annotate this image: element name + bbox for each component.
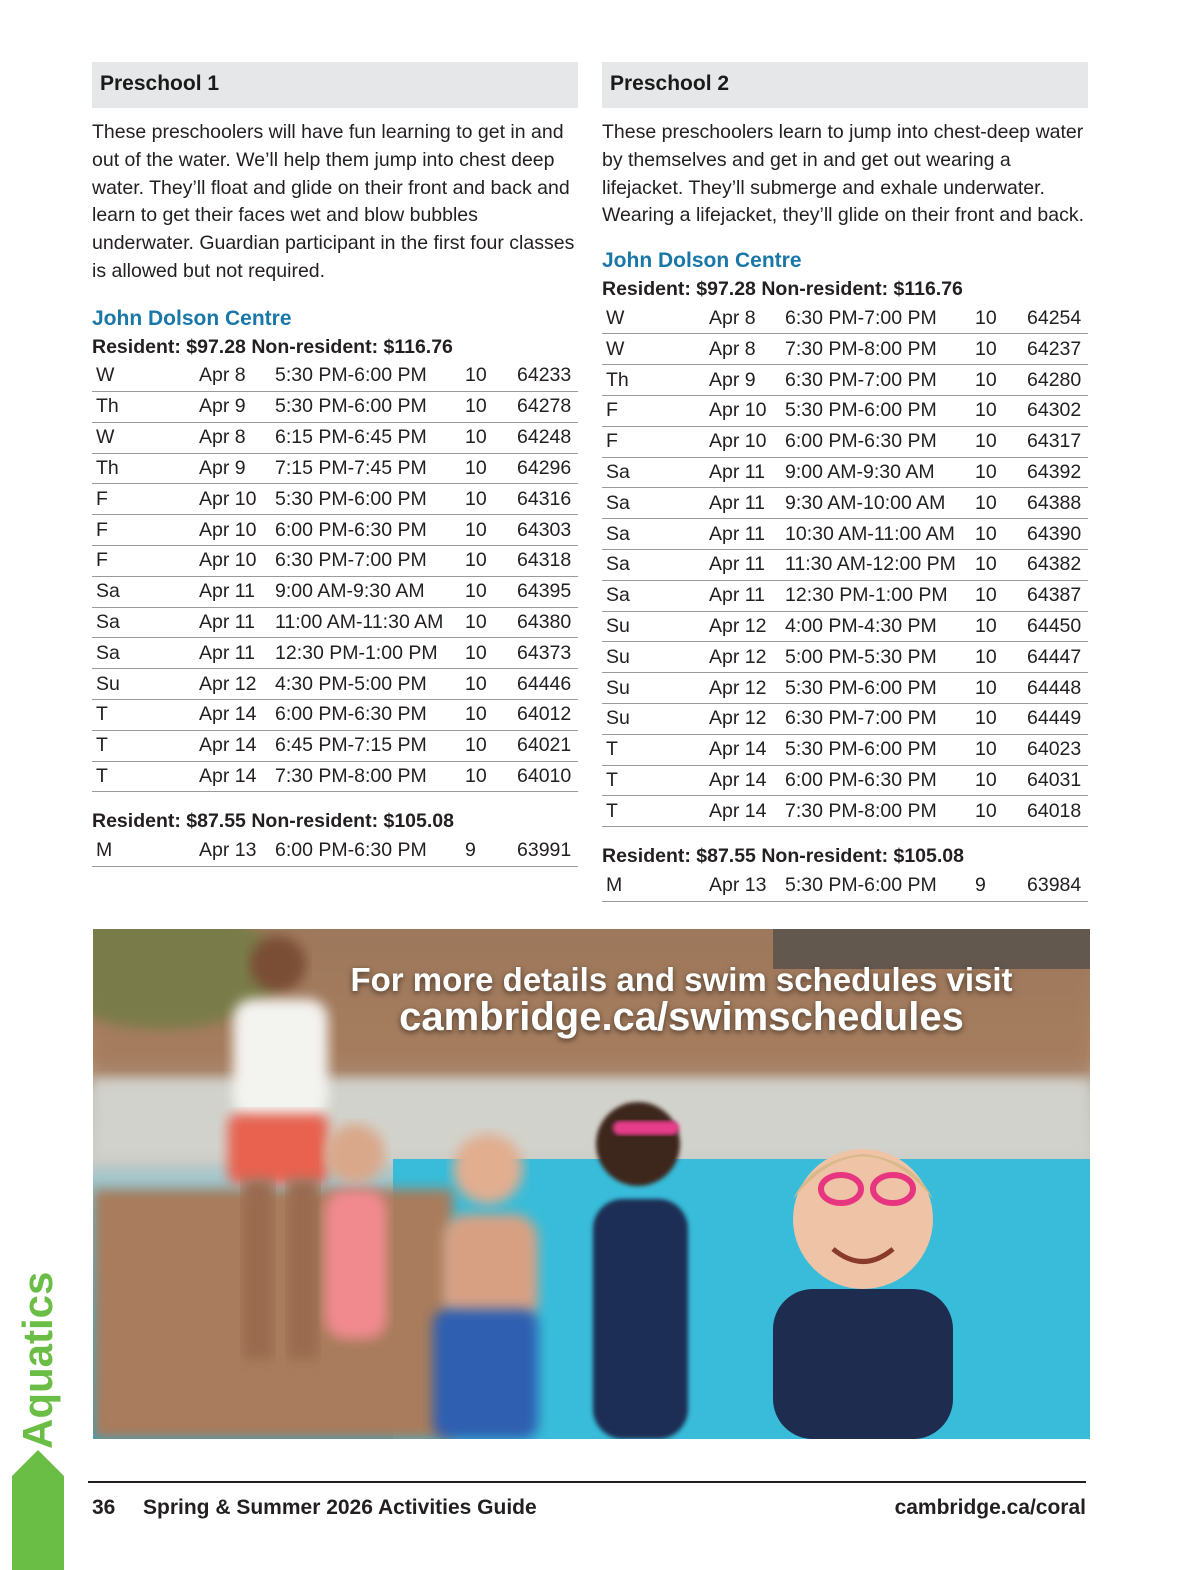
course-code-cell: 64450	[1023, 611, 1088, 642]
sessions-cell: 10	[971, 519, 1023, 550]
date-cell: Apr 14	[705, 765, 781, 796]
date-cell: Apr 14	[195, 700, 271, 731]
day-cell: Su	[602, 642, 705, 673]
table-row	[602, 396, 1088, 427]
course-code-cell: 64012	[513, 700, 578, 731]
date-cell: Apr 14	[195, 761, 271, 792]
course-code-cell: 64316	[513, 484, 578, 515]
course-code-cell: 64395	[513, 576, 578, 607]
day-cell: W	[602, 303, 705, 334]
table-row	[92, 422, 578, 453]
time-cell: 10:30 AM-11:00 AM	[781, 519, 971, 550]
preschool-2-section	[602, 62, 1088, 902]
day-cell: Th	[92, 453, 195, 484]
date-cell: Apr 8	[195, 422, 271, 453]
table-row	[602, 519, 1088, 550]
time-cell: 4:00 PM-4:30 PM	[781, 611, 971, 642]
day-cell: Sa	[92, 607, 195, 638]
course-code-cell: 64317	[1023, 426, 1088, 457]
sessions-cell: 10	[461, 453, 513, 484]
date-cell: Apr 11	[195, 576, 271, 607]
course-code-cell: 64390	[1023, 519, 1088, 550]
sessions-cell: 10	[971, 426, 1023, 457]
course-code-cell: 64388	[1023, 488, 1088, 519]
time-cell: 12:30 PM-1:00 PM	[271, 638, 461, 669]
sessions-cell: 10	[971, 550, 1023, 581]
day-cell: Su	[92, 669, 195, 700]
date-cell: Apr 11	[705, 580, 781, 611]
sessions-cell: 10	[971, 365, 1023, 396]
day-cell: Su	[602, 673, 705, 704]
aquatics-side-label: Aquatics	[14, 1271, 61, 1449]
promo-banner-photo	[93, 929, 1090, 1439]
sessions-cell: 10	[971, 488, 1023, 519]
date-cell: Apr 10	[195, 515, 271, 546]
table-row	[602, 611, 1088, 642]
time-cell: 5:30 PM-6:00 PM	[781, 673, 971, 704]
table-row	[602, 334, 1088, 365]
course-code-cell: 64248	[513, 422, 578, 453]
price-line: Resident: $97.28 Non-resident: $116.76	[92, 335, 453, 358]
time-cell: 7:30 PM-8:00 PM	[781, 334, 971, 365]
table-row	[92, 515, 578, 546]
price-line: Resident: $87.55 Non-resident: $105.08	[602, 845, 964, 868]
time-cell: 6:00 PM-6:30 PM	[781, 426, 971, 457]
date-cell: Apr 12	[705, 704, 781, 735]
footer-divider	[88, 1481, 1086, 1483]
date-cell: Apr 13	[195, 835, 271, 866]
sessions-cell: 10	[971, 704, 1023, 735]
time-cell: 5:30 PM-6:00 PM	[781, 734, 971, 765]
course-code-cell: 64387	[1023, 580, 1088, 611]
time-cell: 7:15 PM-7:45 PM	[271, 453, 461, 484]
table-row	[92, 835, 578, 866]
table-row	[602, 870, 1088, 901]
table-row	[602, 365, 1088, 396]
sessions-cell: 10	[971, 396, 1023, 427]
date-cell: Apr 10	[195, 484, 271, 515]
date-cell: Apr 11	[195, 607, 271, 638]
date-cell: Apr 9	[705, 365, 781, 396]
banner-headline: For more details and swim schedules visit	[350, 961, 1013, 998]
day-cell: F	[92, 484, 195, 515]
course-code-cell: 64018	[1023, 796, 1088, 827]
day-cell: F	[92, 515, 195, 546]
date-cell: Apr 12	[705, 642, 781, 673]
course-code-cell: 64021	[513, 730, 578, 761]
sessions-cell: 9	[971, 870, 1023, 901]
sessions-cell: 10	[461, 576, 513, 607]
day-cell: T	[602, 734, 705, 765]
sessions-cell: 10	[461, 515, 513, 546]
course-code-cell: 64392	[1023, 457, 1088, 488]
course-code-cell: 64296	[513, 453, 578, 484]
table-row	[602, 580, 1088, 611]
table-row	[92, 361, 578, 392]
time-cell: 6:00 PM-6:30 PM	[271, 835, 461, 866]
course-code-cell: 64010	[513, 761, 578, 792]
day-cell: Su	[602, 611, 705, 642]
time-cell: 6:00 PM-6:30 PM	[271, 700, 461, 731]
day-cell: Th	[602, 365, 705, 396]
price-line: Resident: $87.55 Non-resident: $105.08	[92, 810, 454, 833]
sessions-cell: 10	[971, 334, 1023, 365]
day-cell: Th	[92, 392, 195, 423]
date-cell: Apr 9	[195, 453, 271, 484]
schedule-table	[92, 361, 578, 793]
time-cell: 5:30 PM-6:00 PM	[271, 392, 461, 423]
sessions-cell: 10	[971, 611, 1023, 642]
day-cell: W	[92, 422, 195, 453]
section-title: Preschool 1	[92, 62, 578, 108]
course-code-cell: 64031	[1023, 765, 1088, 796]
course-code-cell: 64303	[513, 515, 578, 546]
course-code-cell: 64233	[513, 361, 578, 392]
table-row	[602, 765, 1088, 796]
date-cell: Apr 10	[705, 426, 781, 457]
course-code-cell: 64380	[513, 607, 578, 638]
sessions-cell: 10	[461, 546, 513, 577]
day-cell: Su	[602, 704, 705, 735]
date-cell: Apr 14	[705, 796, 781, 827]
time-cell: 6:00 PM-6:30 PM	[781, 765, 971, 796]
course-code-cell: 64254	[1023, 303, 1088, 334]
table-row	[92, 669, 578, 700]
sessions-cell: 10	[971, 457, 1023, 488]
table-row	[602, 457, 1088, 488]
table-row	[92, 700, 578, 731]
time-cell: 9:00 AM-9:30 AM	[271, 576, 461, 607]
day-cell: Sa	[602, 519, 705, 550]
sessions-cell: 10	[461, 761, 513, 792]
sessions-cell: 10	[971, 580, 1023, 611]
table-row	[602, 642, 1088, 673]
date-cell: Apr 10	[705, 396, 781, 427]
date-cell: Apr 8	[705, 303, 781, 334]
date-cell: Apr 8	[705, 334, 781, 365]
table-row	[602, 550, 1088, 581]
table-row	[92, 576, 578, 607]
sessions-cell: 10	[461, 392, 513, 423]
sessions-cell: 10	[461, 484, 513, 515]
guide-title: Spring & Summer 2026 Activities Guide	[143, 1496, 537, 1519]
course-code-cell: 64448	[1023, 673, 1088, 704]
time-cell: 5:30 PM-6:00 PM	[781, 396, 971, 427]
table-row	[92, 484, 578, 515]
preschool-1-section	[92, 62, 578, 867]
sessions-cell: 10	[971, 303, 1023, 334]
course-code-cell: 64302	[1023, 396, 1088, 427]
day-cell: Sa	[92, 576, 195, 607]
day-cell: Sa	[602, 550, 705, 581]
table-row	[92, 638, 578, 669]
sessions-cell: 10	[461, 669, 513, 700]
time-cell: 5:00 PM-5:30 PM	[781, 642, 971, 673]
course-code-cell: 64382	[1023, 550, 1088, 581]
day-cell: T	[602, 796, 705, 827]
date-cell: Apr 11	[705, 457, 781, 488]
time-cell: 6:30 PM-7:00 PM	[781, 365, 971, 396]
course-code-cell: 64318	[513, 546, 578, 577]
section-tab-arrow-icon	[12, 1450, 64, 1570]
day-cell: T	[92, 761, 195, 792]
date-cell: Apr 8	[195, 361, 271, 392]
time-cell: 11:00 AM-11:30 AM	[271, 607, 461, 638]
date-cell: Apr 11	[705, 488, 781, 519]
course-code-cell: 63984	[1023, 870, 1088, 901]
table-row	[602, 488, 1088, 519]
sessions-cell: 10	[461, 422, 513, 453]
sessions-cell: 10	[971, 673, 1023, 704]
course-code-cell: 63991	[513, 835, 578, 866]
sessions-cell: 10	[971, 796, 1023, 827]
day-cell: M	[92, 835, 195, 866]
time-cell: 4:30 PM-5:00 PM	[271, 669, 461, 700]
price-line: Resident: $97.28 Non-resident: $116.76	[602, 278, 963, 301]
table-row	[602, 796, 1088, 827]
table-row	[92, 730, 578, 761]
location-name: John Dolson Centre	[92, 306, 292, 330]
date-cell: Apr 11	[195, 638, 271, 669]
sessions-cell: 10	[971, 734, 1023, 765]
course-code-cell: 64447	[1023, 642, 1088, 673]
day-cell: Sa	[602, 580, 705, 611]
date-cell: Apr 14	[705, 734, 781, 765]
day-cell: T	[92, 700, 195, 731]
day-cell: F	[92, 546, 195, 577]
table-row	[92, 453, 578, 484]
time-cell: 6:30 PM-7:00 PM	[781, 303, 971, 334]
table-row	[602, 426, 1088, 457]
schedule-table	[602, 303, 1088, 827]
course-code-cell: 64280	[1023, 365, 1088, 396]
day-cell: T	[602, 765, 705, 796]
table-row	[92, 546, 578, 577]
date-cell: Apr 10	[195, 546, 271, 577]
day-cell: Sa	[92, 638, 195, 669]
day-cell: F	[602, 426, 705, 457]
sessions-cell: 10	[461, 361, 513, 392]
time-cell: 9:00 AM-9:30 AM	[781, 457, 971, 488]
date-cell: Apr 11	[705, 550, 781, 581]
page-number: 36	[92, 1496, 116, 1519]
banner-url: cambridge.ca/swimschedules	[399, 995, 964, 1039]
time-cell: 5:30 PM-6:00 PM	[271, 361, 461, 392]
day-cell: F	[602, 396, 705, 427]
day-cell: W	[92, 361, 195, 392]
sessions-cell: 10	[971, 765, 1023, 796]
schedule-table	[92, 835, 578, 866]
day-cell: Sa	[602, 488, 705, 519]
course-code-cell: 64023	[1023, 734, 1088, 765]
section-title: Preschool 2	[602, 62, 1088, 108]
time-cell: 5:30 PM-6:00 PM	[271, 484, 461, 515]
time-cell: 6:00 PM-6:30 PM	[271, 515, 461, 546]
sessions-cell: 10	[461, 700, 513, 731]
sessions-cell: 10	[971, 642, 1023, 673]
location-name: John Dolson Centre	[602, 249, 802, 273]
date-cell: Apr 12	[705, 673, 781, 704]
sessions-cell: 10	[461, 638, 513, 669]
section-description: These preschoolers learn to jump into chest-deep water by themselves and get in and get out wearing a lifejacket. They’ll submerge and exhale underwater. Wearing a lifejacket, they’ll glide on their front and back.	[602, 121, 1084, 227]
footer-link[interactable]: cambridge.ca/coral	[894, 1496, 1086, 1519]
day-cell: T	[92, 730, 195, 761]
table-row	[92, 392, 578, 423]
day-cell: W	[602, 334, 705, 365]
date-cell: Apr 12	[705, 611, 781, 642]
date-cell: Apr 13	[705, 870, 781, 901]
time-cell: 12:30 PM-1:00 PM	[781, 580, 971, 611]
course-code-cell: 64373	[513, 638, 578, 669]
section-description: These preschoolers will have fun learning to get in and out of the water. We’ll help them jump into chest deep water. They’ll float and glide on their front and back and learn to get their faces wet and blow bubbles underwater. Guardian participant in the first four classes is allowed but not required.	[92, 121, 575, 282]
course-code-cell: 64278	[513, 392, 578, 423]
date-cell: Apr 14	[195, 730, 271, 761]
date-cell: Apr 12	[195, 669, 271, 700]
course-code-cell: 64449	[1023, 704, 1088, 735]
time-cell: 6:45 PM-7:15 PM	[271, 730, 461, 761]
time-cell: 6:30 PM-7:00 PM	[781, 704, 971, 735]
sessions-cell: 9	[461, 835, 513, 866]
time-cell: 7:30 PM-8:00 PM	[781, 796, 971, 827]
course-code-cell: 64446	[513, 669, 578, 700]
table-row	[602, 673, 1088, 704]
table-row	[602, 734, 1088, 765]
time-cell: 6:30 PM-7:00 PM	[271, 546, 461, 577]
date-cell: Apr 11	[705, 519, 781, 550]
time-cell: 6:15 PM-6:45 PM	[271, 422, 461, 453]
day-cell: M	[602, 870, 705, 901]
time-cell: 5:30 PM-6:00 PM	[781, 870, 971, 901]
table-row	[602, 704, 1088, 735]
table-row	[602, 303, 1088, 334]
time-cell: 11:30 AM-12:00 PM	[781, 550, 971, 581]
schedule-table	[602, 870, 1088, 901]
table-row	[92, 607, 578, 638]
sessions-cell: 10	[461, 730, 513, 761]
sessions-cell: 10	[461, 607, 513, 638]
day-cell: Sa	[602, 457, 705, 488]
date-cell: Apr 9	[195, 392, 271, 423]
time-cell: 7:30 PM-8:00 PM	[271, 761, 461, 792]
time-cell: 9:30 AM-10:00 AM	[781, 488, 971, 519]
course-code-cell: 64237	[1023, 334, 1088, 365]
table-row	[92, 761, 578, 792]
